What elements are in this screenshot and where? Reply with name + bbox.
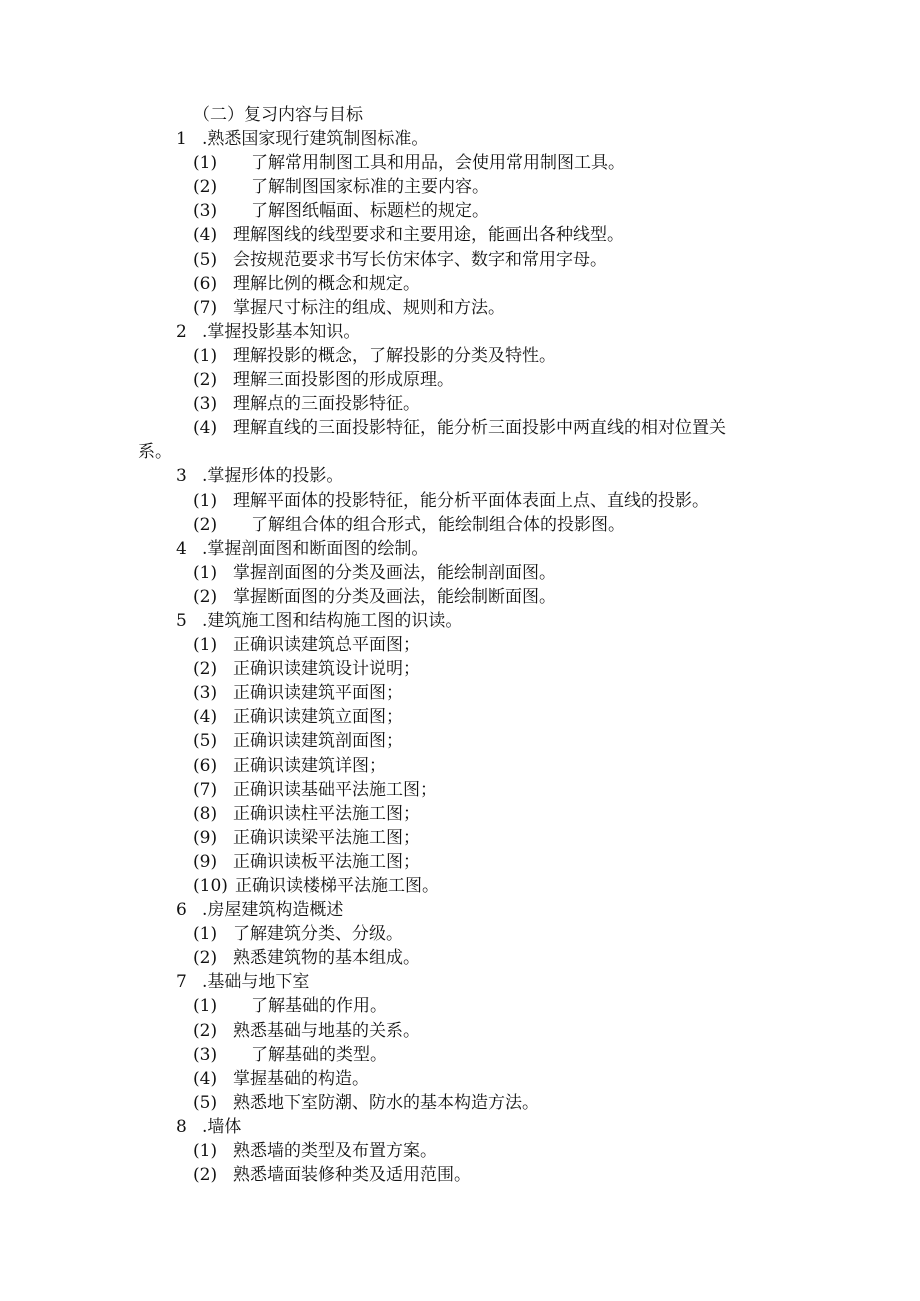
item-text: 正确识读建筑设计说明； xyxy=(233,659,420,680)
sub-item xyxy=(0,657,920,681)
sub-item-number: (2) xyxy=(193,1020,218,1041)
sub-item-number: (9) xyxy=(193,851,218,872)
item-text: 正确识读板平法施工图； xyxy=(233,851,420,872)
sub-item-number: (6) xyxy=(193,273,218,294)
item-text: 了解基础的作用。 xyxy=(251,996,387,1017)
sub-item xyxy=(0,729,920,753)
item-text: .基础与地下室 xyxy=(202,972,310,993)
item-text: 了解组合体的组合形式，能绘制组合体的投影图。 xyxy=(251,514,625,535)
item-text: 理解直线的三面投影特征，能分析三面投影中两直线的相对位置关 xyxy=(233,418,726,439)
item-text: .墙体 xyxy=(202,1116,242,1137)
sub-item xyxy=(0,1163,920,1187)
sub-item xyxy=(0,392,920,416)
sub-item xyxy=(0,850,920,874)
sub-item xyxy=(0,561,920,585)
main-item-number: 5 xyxy=(176,610,187,631)
sub-item xyxy=(0,585,920,609)
document-body xyxy=(0,103,920,1187)
item-text: 掌握尺寸标注的组成、规则和方法。 xyxy=(233,297,505,318)
item-text: 理解平面体的投影特征，能分析平面体表面上点、直线的投影。 xyxy=(233,490,709,511)
sub-item-number: (1) xyxy=(193,562,218,583)
sub-item xyxy=(0,778,920,802)
sub-item xyxy=(0,513,920,537)
main-item xyxy=(0,320,920,344)
main-item-number: 7 xyxy=(176,972,187,993)
sub-item-number: (3) xyxy=(193,1044,218,1065)
sub-item-number: (5) xyxy=(193,731,218,752)
sub-item xyxy=(0,175,920,199)
item-text: 正确识读建筑立面图； xyxy=(233,707,403,728)
item-text: 了解基础的类型。 xyxy=(251,1044,387,1065)
sub-item xyxy=(0,199,920,223)
item-text: 正确识读建筑总平面图； xyxy=(233,635,420,656)
main-item-number: 6 xyxy=(176,900,187,921)
item-text: 理解投影的概念，了解投影的分类及特性。 xyxy=(233,345,556,366)
sub-item-number: (1) xyxy=(193,924,218,945)
sub-item-number: (7) xyxy=(193,297,218,318)
continuation-line: 系。 xyxy=(138,442,172,463)
item-text: 正确识读建筑剖面图； xyxy=(233,731,403,752)
item-text: 熟悉建筑物的基本组成。 xyxy=(233,948,420,969)
sub-item-number: (1) xyxy=(193,635,218,656)
main-item xyxy=(0,898,920,922)
main-item xyxy=(0,537,920,561)
sub-item-number: (5) xyxy=(193,1092,218,1113)
main-item xyxy=(0,1115,920,1139)
item-text: 正确识读建筑平面图； xyxy=(233,683,403,704)
sub-item xyxy=(0,416,920,440)
sub-item-number: (2) xyxy=(193,177,218,198)
main-item-number: 8 xyxy=(176,1116,187,1137)
sub-item xyxy=(0,754,920,778)
sub-item-number: (7) xyxy=(193,779,218,800)
main-item xyxy=(0,464,920,488)
item-text: 掌握断面图的分类及画法，能绘制断面图。 xyxy=(233,586,556,607)
main-item-number: 1 xyxy=(176,129,187,150)
sub-item xyxy=(0,922,920,946)
sub-item-number: (4) xyxy=(193,1068,218,1089)
sub-item-number: (5) xyxy=(193,249,218,270)
item-text: 熟悉墙面装修种类及适用范围。 xyxy=(233,1165,471,1186)
sub-item-number: (10) xyxy=(193,876,228,896)
sub-item-number: (1) xyxy=(193,345,218,366)
sub-item-number: (3) xyxy=(193,394,218,415)
item-text: .熟悉国家现行建筑制图标准。 xyxy=(202,129,429,150)
sub-item-number: (1) xyxy=(193,996,218,1017)
item-text: 正确识读建筑详图； xyxy=(233,755,386,776)
sub-item xyxy=(0,1043,920,1067)
sub-item-number: (8) xyxy=(193,803,218,824)
sub-item-number: (2) xyxy=(193,370,218,391)
item-text: 了解建筑分类、分级。 xyxy=(233,924,403,945)
item-text: 理解三面投影图的形成原理。 xyxy=(233,370,454,391)
main-item-number: 2 xyxy=(176,321,187,342)
item-text: .掌握形体的投影。 xyxy=(202,466,344,487)
item-text: 熟悉墙的类型及布置方案。 xyxy=(233,1141,437,1162)
sub-item-number: (4) xyxy=(193,225,218,246)
item-text: 熟悉地下室防潮、防水的基本构造方法。 xyxy=(233,1092,539,1113)
sub-item xyxy=(0,874,920,898)
main-item xyxy=(0,970,920,994)
sub-item xyxy=(0,368,920,392)
item-text: 正确识读基础平法施工图； xyxy=(233,779,437,800)
sub-item xyxy=(0,1139,920,1163)
item-text: 掌握基础的构造。 xyxy=(233,1068,369,1089)
sub-item xyxy=(0,705,920,729)
main-item-number: 4 xyxy=(176,538,187,559)
sub-item xyxy=(0,296,920,320)
item-text: .建筑施工图和结构施工图的识读。 xyxy=(202,610,463,631)
item-text: 掌握剖面图的分类及画法，能绘制剖面图。 xyxy=(233,562,556,583)
sub-item xyxy=(0,1019,920,1043)
sub-item xyxy=(0,344,920,368)
sub-item-number: (2) xyxy=(193,948,218,969)
section-title: （二）复习内容与目标 xyxy=(193,105,363,125)
item-text: .房屋建筑构造概述 xyxy=(202,900,344,921)
item-text: 了解制图国家标准的主要内容。 xyxy=(251,177,489,198)
item-text: .掌握投影基本知识。 xyxy=(202,321,361,342)
sub-item xyxy=(0,826,920,850)
sub-item-number: (2) xyxy=(193,514,218,535)
main-item-number: 3 xyxy=(176,466,187,487)
sub-item-number: (1) xyxy=(193,153,218,174)
sub-item xyxy=(0,1091,920,1115)
sub-item-number: (4) xyxy=(193,707,218,728)
sub-item-number: (3) xyxy=(193,683,218,704)
sub-item-number: (1) xyxy=(193,1141,218,1162)
item-text: 理解图线的线型要求和主要用途，能画出各种线型。 xyxy=(233,225,624,246)
item-text: 了解常用制图工具和用品，会使用常用制图工具。 xyxy=(251,153,625,174)
item-text: 了解图纸幅面、标题栏的规定。 xyxy=(251,201,489,222)
item-text: 理解点的三面投影特征。 xyxy=(233,394,420,415)
item-text: 正确识读楼梯平法施工图。 xyxy=(235,876,439,896)
sub-item-number: (2) xyxy=(193,586,218,607)
sub-item-number: (2) xyxy=(193,1165,218,1186)
sub-item-number: (4) xyxy=(193,418,218,439)
sub-item xyxy=(0,151,920,175)
sub-item xyxy=(0,946,920,970)
item-text: 理解比例的概念和规定。 xyxy=(233,273,420,294)
sub-item-number: (3) xyxy=(193,201,218,222)
main-item xyxy=(0,127,920,151)
sub-item xyxy=(0,802,920,826)
sub-item-number: (2) xyxy=(193,659,218,680)
item-text: 正确识读柱平法施工图； xyxy=(233,803,420,824)
item-text: 会按规范要求书写长仿宋体字、数字和常用字母。 xyxy=(233,249,607,270)
item-text: .掌握剖面图和断面图的绘制。 xyxy=(202,538,429,559)
sub-item xyxy=(0,489,920,513)
sub-item-number: (6) xyxy=(193,755,218,776)
sub-item xyxy=(0,1067,920,1091)
sub-item xyxy=(0,272,920,296)
sub-item xyxy=(0,223,920,247)
sub-item xyxy=(0,681,920,705)
main-item xyxy=(0,609,920,633)
item-text: 熟悉基础与地基的关系。 xyxy=(233,1020,420,1041)
sub-item-number: (9) xyxy=(193,827,218,848)
sub-item xyxy=(0,248,920,272)
sub-item-number: (1) xyxy=(193,490,218,511)
sub-item xyxy=(0,994,920,1018)
sub-item xyxy=(0,633,920,657)
item-text: 正确识读梁平法施工图； xyxy=(233,827,420,848)
